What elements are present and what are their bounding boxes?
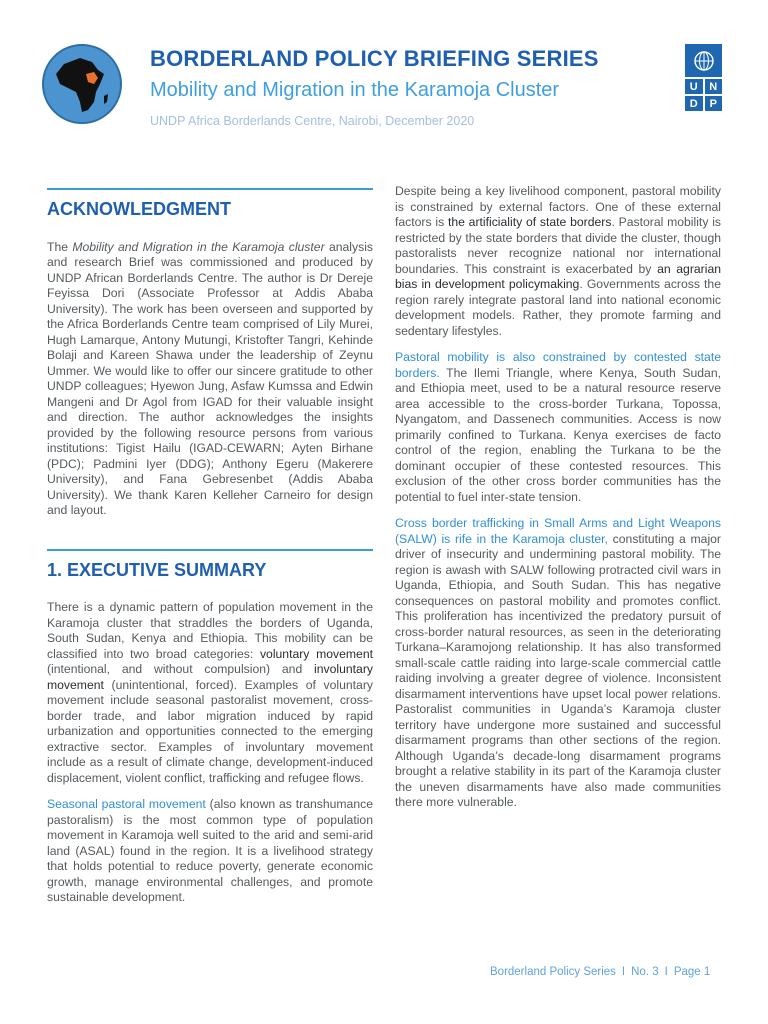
footer-series: Borderland Policy Series <box>490 966 616 978</box>
footer-separator: I <box>664 966 668 978</box>
undp-letter: U <box>685 79 703 94</box>
undp-letter: P <box>705 96 723 111</box>
section-divider <box>47 549 373 551</box>
series-title: BORDERLAND POLICY BRIEFING SERIES <box>150 46 599 71</box>
brief-subtitle: Mobility and Migration in the Karamoja Cluster <box>150 79 560 101</box>
right-column <box>395 184 721 822</box>
executive-summary-heading: 1. EXECUTIVE SUMMARY <box>47 559 267 580</box>
acknowledgment-heading: ACKNOWLEDGMENT <box>47 199 231 219</box>
page-footer <box>490 966 710 978</box>
undp-letter: D <box>685 96 703 111</box>
body-paragraph: Cross border trafficking in Small Arms and Light Weapons (SALW) is rife in the Karamoja cluster, constituting a major driver of insecurity and undermining pastoral mobility. The region is awash with SALW following protracted civil wars in Uganda, Ethiopia, and South Sudan. This has negative consequences on pastoral mobility and promotes conflict. This proliferation has incentivized the predatory pursuit of cross-border natural resources, as seen in the deteriorating Turkana–Karamojong relationship. It has also transformed small-scale cattle raiding into large-scale commercial cattle raiding involving a greater degree of violence. Inconsistent disarmament interventions have upset local power relations. Pastoralist communities in Uganda’s Karamoja cluster territory have undergone more sustained and successful disarmament programs than other sections of the region. Although Uganda’s decade-long disarmament programs brought a relative stability in its part of the Karamoja cluster the uneven disarmaments have also made communities there more vulnerable. <box>395 516 721 809</box>
left-column <box>47 184 373 917</box>
footer-page: Page 1 <box>673 966 711 978</box>
footer-separator: I <box>621 966 626 978</box>
publication-meta: UNDP Africa Borderlands Centre, Nairobi, December 2020 <box>150 114 475 128</box>
section-divider <box>47 188 373 190</box>
africa-map-icon <box>42 44 122 124</box>
undp-logo <box>685 44 722 110</box>
body-paragraph: Pastoral mobility is also constrained by contested state borders. The Ilemi Triangle, where Kenya, South Sudan, and Ethiopia meet, used to be a natural resource reserve area accessible to the cross-border Turkana, Topossa, Nyangatom, and Dassenech communities. Access is now primarily confined to Turkana. Kenya exercises de facto control of the region, enabling the Turkana to be the dominant occupier of these contested resources. This exclusion of the other cross border communities has the potential to fuel inter-state tension. <box>395 350 721 504</box>
acknowledgment-text: The Mobility and Migration in the Karamoja cluster analysis and research Brief was commissioned and produced by UNDP African Borderlands Centre. The author is Dr Dereje Feyissa Dori (Associate Professor at Addis Ababa University). The work has been overseen and supported by the Africa Borderlands Centre team comprised of Lily Murei, Hugh Lamarque, Antony Mutungi, Kristofter Tangri, Kehinde Bolaji and Kareen Shawa under the leadership of Zeynu Ummer. We would like to offer our sincere gratitude to other UNDP colleagues; Hyewon Jung, Asfaw Kumssa and Edwin Mangeni and Dr Agol from IGAD for their valuable insight and direction. The author acknowledges the insights provided by the following resource persons from various institutions: Tigist Hailu (IGAD-CEWARN; Ayten Birhane (PDC); Padmini Iyer (DDG); Anthony Egeru (Makerere University), and Fana Gebresenbet (Addis Ababa University). We thank Karen Kelleher Carneiro for design and layout. <box>47 239 373 517</box>
africa-map-logo <box>42 44 122 124</box>
summary-paragraph: Seasonal pastoral movement (also known as transhumance pastoralism) is the most common type of population movement in Karamoja well suited to the arid and semi-arid land (ASAL) found in the region. It is a livelihood strategy that holds potential to reduce poverty, generate economic growth, manage environmental challenges, and promote sustainable development. <box>47 797 373 904</box>
footer-number: No. 3 <box>631 966 659 978</box>
body-paragraph: Despite being a key livelihood component, pastoral mobility is constrained by external factors. One of these external factors is the artificiality of state borders. Pastoral mobility is restricted by the state borders that divide the cluster, though pastoralists never recognize national nor international boundaries. This constraint is exacerbated by an agrarian bias in development policymaking. Governments across the region rarely integrate pastoral land into national economic development models. Rather, they promote farming and sedentary lifestyles. <box>395 184 721 338</box>
un-emblem-icon <box>685 44 722 77</box>
summary-paragraph: There is a dynamic pattern of population movement in the Karamoja cluster that straddles the borders of Uganda, South Sudan, Kenya and Ethiopia. This mobility can be classified into two broad categories: voluntary movement (intentional, and without compulsion) and involuntary movement (unintentional, forced). Examples of voluntary movement include seasonal pastoralist movement, cross-border trade, and labor migration induced by rapid urbanization and opportunities connected to the emerging extractive sector. Examples of involuntary movement include as a result of climate change, development-induced displacement, violent conflict, trafficking and refugee flows. <box>47 600 373 785</box>
undp-letter: N <box>705 79 723 94</box>
